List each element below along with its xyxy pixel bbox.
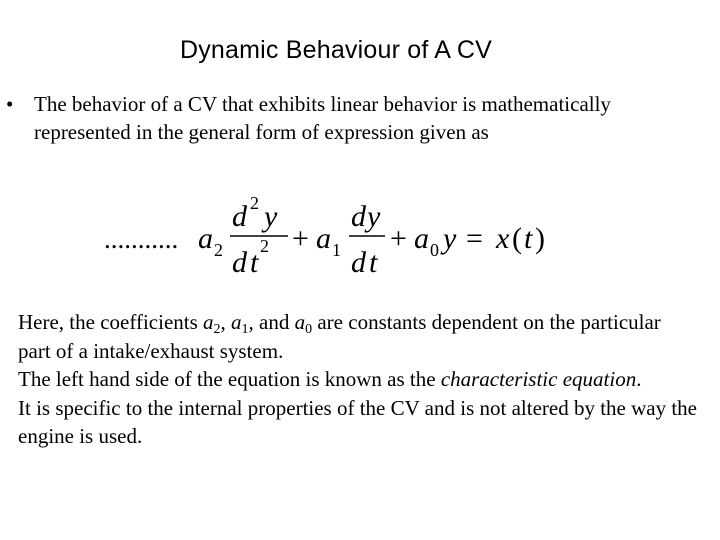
bullet-item — [6, 90, 706, 146]
eq-dt2-t: t — [250, 246, 259, 279]
para-line-characteristic: The left hand side of the equation is known as the characteristic equation. — [18, 367, 642, 391]
eq-a2-sub: 2 — [214, 240, 223, 260]
bullet-marker: • — [6, 92, 14, 116]
eq-plus-1: + — [292, 222, 309, 255]
differential-equation — [104, 192, 564, 282]
eq-a1-sub: 1 — [332, 240, 341, 260]
bullet-text: The behavior of a CV that exhibits linear behavior is mathematically represented in the general form of expression given as — [34, 92, 611, 144]
equation-svg — [104, 192, 564, 282]
eq-a0-sub: 0 — [430, 240, 439, 260]
eq-x: x — [496, 222, 510, 255]
eq-dy-d: d — [351, 200, 366, 233]
eq-d2y-exp: 2 — [250, 193, 259, 213]
eq-a1: a — [316, 222, 331, 255]
eq-dy-y: y — [367, 200, 381, 233]
eq-a0: a — [414, 222, 429, 255]
eq-dt2-exp: 2 — [260, 236, 269, 256]
eq-dt-d: d — [351, 246, 366, 279]
eq-y: y — [443, 222, 457, 255]
eq-dt-t: t — [369, 246, 378, 279]
eq-plus-2: + — [390, 222, 407, 255]
eq-d2y-y: y — [264, 200, 278, 233]
para-line-coefficients: Here, the coefficients $a_2$, $a_1$, and $a_0$ are constants dependent on the particular part of a intake/exhaust system. — [18, 310, 661, 363]
eq-close-paren: ) — [535, 222, 545, 255]
explanation-paragraph — [18, 308, 698, 451]
eq-leader: ........... — [104, 224, 179, 254]
para-line-specific: It is specific to the internal properties of the CV and is not altered by the way the engine is used. — [18, 395, 698, 448]
eq-dt2-d: d — [232, 246, 247, 279]
eq-a2: a — [198, 222, 213, 255]
eq-d2y-d: d — [232, 200, 247, 233]
eq-open-paren: ( — [512, 222, 522, 255]
eq-equals: = — [466, 222, 483, 255]
eq-t: t — [524, 222, 533, 255]
slide-title: Dynamic Behaviour of A CV — [179, 36, 493, 64]
